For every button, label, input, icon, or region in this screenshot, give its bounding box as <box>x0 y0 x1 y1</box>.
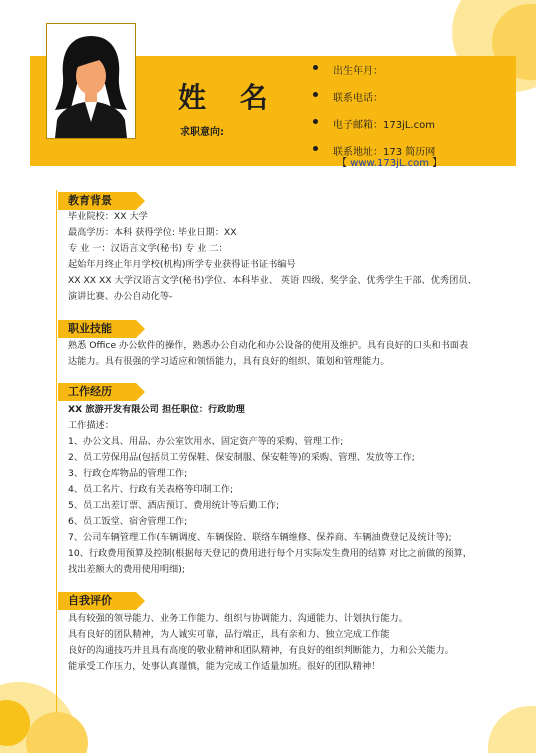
evaluation-line: 良好的沟通技巧并且具有高度的敬业精神和团队精神，有良好的组织判断能力，力和公关能力。 <box>68 645 454 656</box>
education-line: 起始年月终止年月学校(机构)所学专业获得证书证书编号 <box>68 259 296 270</box>
resume-page: 姓 名 求职意向: 出生年月： 联系电话： 电子邮箱：173jL.com 联系地址：173 简历网 【 www.173jL.com 】 教育背景 毕业院校：XX 大学 最高学历：本科 获得学位: 毕业日期：XX 专 业 一：汉语言文学(秘书) 专 业 二： 起始年月终止年月学校(机构)所学专业获得证书证书编号 XX XX XX 大学汉语言文学(秘书)学位、本科毕业、 英语 四级、奖学金、优秀学生干部、优秀团员、 演讲比赛、办公自动化等- 职业技能 熟悉 Office 办公软件的操作，熟悉办公自动化和办公设备的使用及维护。具有良好的口头和书面表 达能力。具有很强的学习适应和领悟能力，具有良好的组织、策划和管理能力。 工作经历 XX 旅游开发有限公司 担任职位：行政助理 工作描述： 1、办公文具、用品、办公室饮用水、固定资产等的采购、管理工作; 2、员工劳保用品(包括员工劳保鞋、保安制服、保安鞋等)的采购、管理、发放等工作; 3、行政仓库物品的管理工作; 4、员工名片、行政有关表格等印制工作; 5、员工出差订票、酒店预订、费用统计等后勤工作; 6、员工饭堂、宿舍管理工作; 7、公司车辆管理工作(车辆调度、车辆保险、联络车辆维修、保养商、车辆油费登记及统计等); 10、行政费用预算及控制(根据每天登记的费用进行每个月实际发生费用的结算 对比之前做的预算， 找出差额大的费用使用明细); 自我评价 具有较强的领导能力、业务工作能力、组织与协调能力、沟通能力、计划执行能力。 具有良好的团队精神，为人诚实可靠，品行端正，具有亲和力、独立完成工作能 良好的沟通技巧并且具有高度的敬业精神和团队精神，有良好的组织判断能力，力和公关能力。 能承受工作压力，处事认真谨慎，能为完成工作适量加班。很好的团队精神！ <box>0 0 536 753</box>
work-line: 5、员工出差订票、酒店预订、费用统计等后勤工作; <box>68 500 280 511</box>
skills-line: 达能力。具有很强的学习适应和领悟能力，具有良好的组织、策划和管理能力。 <box>68 356 390 367</box>
work-line: 找出差额大的费用使用明细); <box>68 564 185 575</box>
female-avatar-icon <box>46 23 136 139</box>
work-line: 10、行政费用预算及控制(根据每天登记的费用进行每个月实际发生费用的结算 对比之前做的预算， <box>68 548 473 559</box>
work-line: 2、员工劳保用品(包括员工劳保鞋、保安制服、保安鞋等)的采购、管理、发放等工作; <box>68 452 415 463</box>
job-intention: 求职意向: <box>180 127 224 138</box>
work-line: 1、办公文具、用品、办公室饮用水、固定资产等的采购、管理工作; <box>68 436 344 447</box>
education-line: 专 业 一：汉语言文学(秘书) 专 业 二： <box>68 243 228 254</box>
evaluation-line: 具有良好的团队精神，为人诚实可靠，品行端正，具有亲和力、独立完成工作能 <box>68 629 390 640</box>
dot-icon <box>313 146 318 151</box>
section-title-work: 工作经历 <box>58 383 136 401</box>
website-link[interactable]: www.173jL.com <box>350 158 429 169</box>
decor-circle <box>488 706 536 753</box>
timeline-line <box>56 190 57 712</box>
work-company: XX 旅游开发有限公司 担任职位：行政助理 <box>68 404 245 415</box>
dot-icon <box>313 92 318 97</box>
evaluation-line: 具有较强的领导能力、业务工作能力、组织与协调能力、沟通能力、计划执行能力。 <box>68 613 408 624</box>
education-line: 演讲比赛、办公自动化等- <box>68 291 173 302</box>
work-line: 4、员工名片、行政有关表格等印制工作; <box>68 484 234 495</box>
section-title-evaluation: 自我评价 <box>58 592 136 610</box>
section-title-skills: 职业技能 <box>58 320 136 338</box>
work-line: 6、员工饭堂、宿舍管理工作; <box>68 516 188 527</box>
skills-line: 熟悉 Office 办公软件的操作，熟悉办公自动化和办公设备的使用及维护。具有良好的口头和书面表 <box>68 340 469 351</box>
dot-icon <box>313 65 318 70</box>
resume-name: 姓 名 <box>178 81 280 114</box>
work-line: 工作描述： <box>68 420 114 431</box>
evaluation-line: 能承受工作压力，处事认真谨慎，能为完成工作适量加班。很好的团队精神！ <box>68 661 381 672</box>
education-line: XX XX XX 大学汉语言文学(秘书)学位、本科毕业、 英语 四级、奖学金、优秀学生干部、优秀团员、 <box>68 275 477 286</box>
section-title-education: 教育背景 <box>58 192 136 210</box>
education-line: 毕业院校：XX 大学 <box>68 211 148 222</box>
education-line: 最高学历：本科 获得学位: 毕业日期：XX <box>68 227 237 238</box>
work-line: 3、行政仓库物品的管理工作; <box>68 468 188 479</box>
work-line: 7、公司车辆管理工作(车辆调度、车辆保险、联络车辆维修、保养商、车辆油费登记及统计等); <box>68 532 452 543</box>
website-line: 【 www.173jL.com 】 <box>337 158 443 169</box>
dot-icon <box>313 119 318 124</box>
